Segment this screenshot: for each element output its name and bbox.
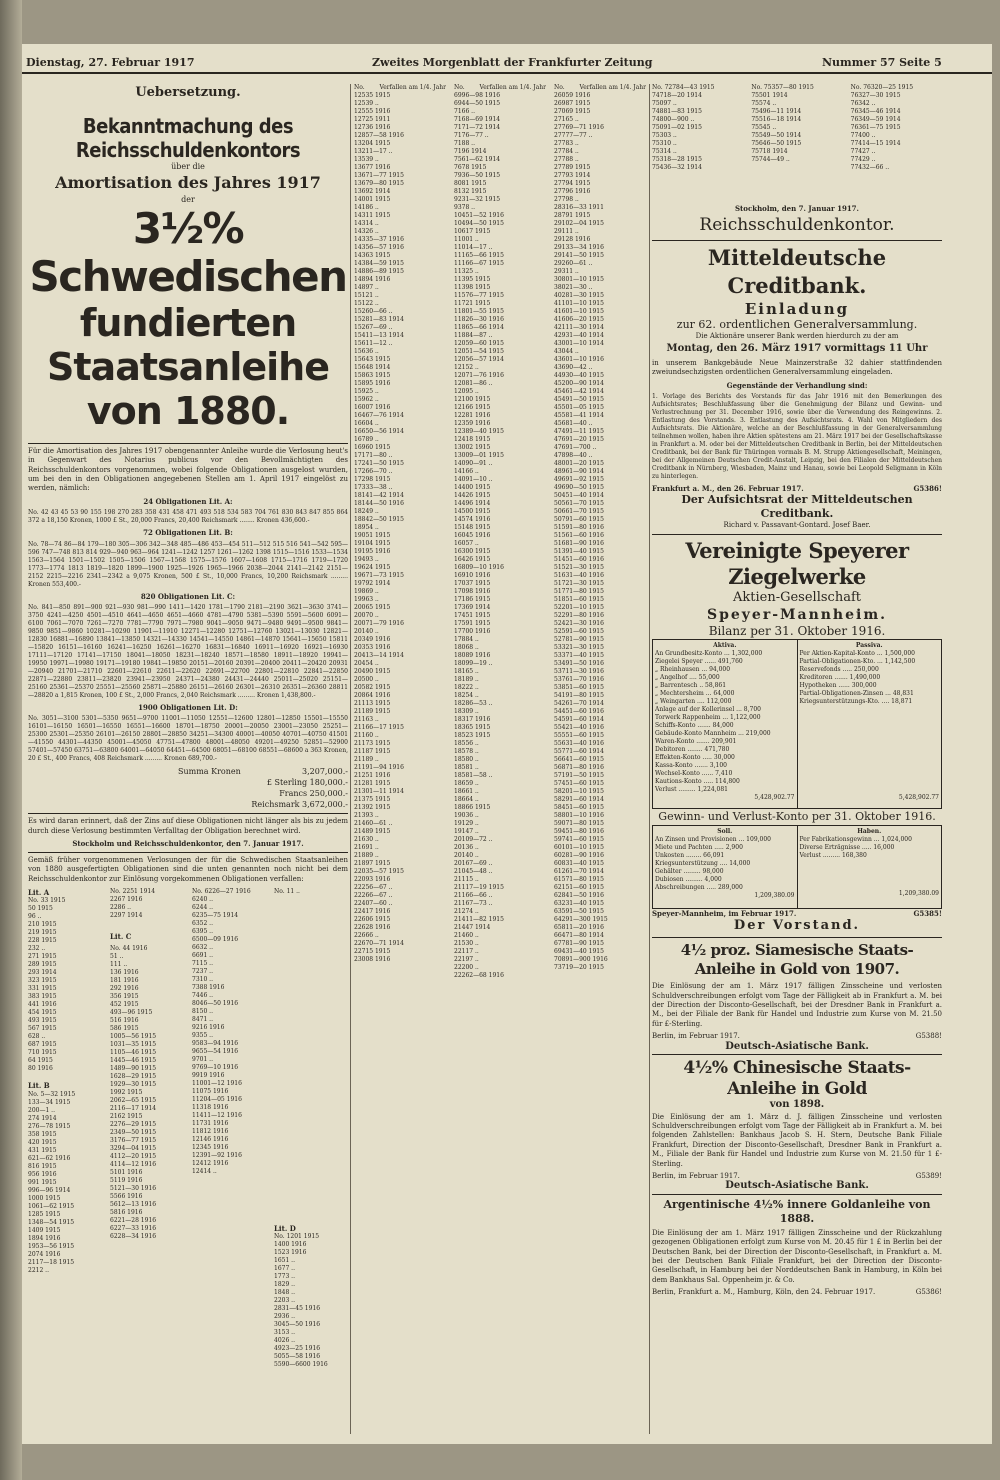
header-date: Dienstag, 27. Februar 1917: [26, 56, 195, 69]
section-heading: 820 Obligationen Lit. C:: [140, 591, 236, 601]
vz-sign-row: Speyer-Mannheim, im Februar 1917. G5385!: [652, 908, 942, 918]
lit-heading: Lit. D: [274, 1223, 296, 1233]
mdcb-place-date: Frankfurt a. M., den 26. Februar 1917.: [652, 484, 804, 494]
mdcb-date: Montag, den 26. März 1917 vormittags 11 Uhr: [666, 342, 928, 354]
header-title: Zweites Morgenblatt der Frankfurter Zeitung: [372, 56, 653, 69]
column-swedish-loan: [28, 84, 348, 1434]
number-list: No. 841—850 891—900 921—930 981—990 1411—1420 1781—1790 2181—2190 3621—3630 3741—3750 4241—4250 4501—4510 4641—4650 4651—4660 4781—4790 5381—5390 5591—5600 6091—6100 7061—7070 7261—7270 7781—7790 7971—7980 9041—9050 9471—9480 9491—9500 9841—9850 9851—9860 10281—10290 11901—11910 12271—12280 12751—12760 13021—13030 12821—12830 16881—16890 13841—13850 14321—14330 14541—14550 14861—14870 15641—15650 15811—15820 16151—16160 16241—16250 16261—16270 16831—16840 16911—16920 16921—16930 17111—17120 17141—17150 18041—18050 18231—18240 18571—18580 18911—18920 19941—19950 19971—19980 19171—19180 19841—19850 20151—20160 20391—20400 20411—20420 20931—20940 21701—21710 22601—22610 22611—22620 22691—22700 22801—22810 22841—22850 22871—22880 23811—23820 23941—23950 24371—24380 24431—24440 25011—25020 25151—25160 25361—25370 25551—25560 25871—25880 26151—26160 26301—26310 26351—26360 28811—28820 a 1,815 Kronen, 100 £ St., 2,000 Francs, 2,040 Reichsmark ......... Kronen 1,438,800.-: [28, 604, 348, 700]
column-draw-numbers: [354, 84, 646, 1434]
number-list: No. 42 43 45 53 90 155 198 270 283 358 431 458 471 493 518 534 583 704 761 830 843 847 855 864 372 a 18,150 Kronen, 1000 £ St., 20,000 Francs, 20,400 Reichsmark ........ Kronen 436,600.-: [28, 509, 348, 525]
number-list: No. 78—74 86—84 179—180 305—306 342—348 485—486 453—454 511—512 515 516 541—542 595—596 747—748 813 814 929—940 963—964 1241—1242 1257 1261—1262 1398 1515—1516 1533—1534 1563—1564 1501—1502 1505—1506 1567—1568 1575—1576 1607—1608 1715—1716 1719—1720 1773—1774 1813 1819—1820 1899—1900 1925—1926 1965—1966 2038—2044 2141—2142 2151—2152 2215—2216 2341—2342 a 9,075 Kronen, 500 £ St., 10,000 Francs, 10,200 Reichsmark ......... Kronen 553,400.-: [28, 540, 348, 588]
mdcb-gv: zur 62. ordentlichen Generalversammlung.: [676, 318, 918, 332]
section-heading: 72 Obligationen Lit. B:: [143, 528, 233, 538]
siam-text: Die Einlösung der am 1. März 1917 fälligen Zinsscheine und verlosten Schuldverschreibungen erfolgt vom Tage der Fälligkeit ab in Frankfurt a. M. bei der Direction der Disconto-Gesellschaft, bei der Dresdner Bank in Frankfurt a. M., bei der Filiale der Bank für Handel und Industrie zum Kurse von M. 21.50 für £-Sterling.: [652, 982, 942, 1028]
loan-title-rate: 3½% Schwedischen: [29, 203, 347, 301]
summary-block: [178, 766, 348, 810]
siam-place-date: Berlin, im Februar 1917.: [652, 1032, 740, 1041]
aktiva-heading: Aktiva.: [713, 641, 737, 649]
vz-subtitle: Aktien-Gesellschaft: [733, 589, 861, 605]
notice-sub: der: [181, 195, 195, 205]
passiva-heading: Passiva.: [855, 641, 883, 649]
summa-sterling: £ Sterling 180,000.-: [266, 778, 348, 788]
column-rule: [649, 84, 650, 1434]
binding-gutter: [0, 0, 22, 1480]
lit-heading: Lit. B: [28, 1081, 50, 1091]
summa-reichsmark: Reichsmark 3,672,000.-: [251, 800, 348, 810]
siam-sign-row: Berlin, im Februar 1917. G5388!: [652, 1032, 942, 1041]
draw-number-grid: No. 72784—43 1915 74718—20 1914 75097 .. 74881—83 1915 74800—900 .. 75091—02 1915 75303 .. 75310 .. 75314 .. 75318—28 1915 75436—32 1914 No. 75357—80 1915 75501 1914 75574 .. 75496—11 1914 75516—18 1914 75545 .. 75549—50 1914 75646—50 1915 75718 1914 75744—49 .. No. 76320—25 1915 76327—30 1915 76342 .. 76345—46 1914 76349—59 1914 76361—75 1915 77400 .. 77414—15 1914 77427 .. 77429 .. 77432—66 ..: [652, 84, 914, 171]
newspaper-page: [22, 44, 992, 1444]
prior-draws-paragraph: Gemäß früher vorgenommenen Verlosungen der für die Schwedischen Staatsanleihen von 1880 ausgefertigten Obligationen sind die unten genannten noch nicht bei dem Reichsschuldenkontor zur Einlösung vorgekommenen Obligationen verfallen:: [28, 855, 348, 883]
vz-bilanz-heading: Bilanz per 31. Oktober 1916.: [708, 623, 886, 638]
aktiva-total: 5,428,902.77: [754, 793, 795, 801]
column-notices: [652, 84, 942, 1434]
summa-kronen: 3,207,000.-: [302, 767, 348, 777]
section-total: 553,400.-: [52, 580, 81, 588]
haben-heading: Haben.: [857, 827, 882, 835]
loan-title-type: fundierten Staatsanleihe: [47, 300, 329, 389]
mdcb-sign-row: Frankfurt a. M., den 26. Februar 1917. G5386!: [652, 484, 942, 494]
draw-number-grid: No. Verfallen am 1/4. Jahr 12535 1915 12539 .. 12555 1916 12725 1911 12736 1916 12857—58 1916 13204 1915 13211—17 .. 13539 .. 13677 1916 13671—77 1915 13679—80 1915 13692 1914 14001 1915 14186 .. 14311 1915 14314 .. 14326 .. 14335—37 1916 14356—57 1916 14363 1915 14384—59 1915 14886—89 1915 14894 1916 14897 .. 15121 .. 15122 .. 15260—66 .. 15281—83 1914 15267—69 .. 15411—13 1914 15611—12 .. 15636 .. 15643 1915 15648 1914 15863 1915 15895 1916 15925 .. 15962 .. 16007 1916 16467—76 1914 16604 .. 16650—56 1914 16789 .. 16960 1915 17171—80 .. 17241—50 1915 17266—70 .. 17298 1915 17333—38 .. 18141—42 1914 18144—50 1916 18249 .. 18842—50 1915 18954 .. 19051 1915 19104 1915 19195 1916 19493 .. 19624 1915 19671—73 1915 19792 1914 19869 .. 19963 .. 20065 1915 20070 .. 20071—79 1916 20140 .. 20349 1916 20353 1916 20413—14 1914 20454 .. 20490 1915 20500 .. 20582 1915 20864 1916 21113 1915 21189 1915 21163 .. 21166—17 1915 21160 .. 21173 1915 21187 1915 21189 .. 21191—94 1916 21251 1916 21281 1915 21301—11 1914 21375 1915 21392 1915 21393 .. 21460—61 .. 21489 1915 21630 .. 21691 .. 21889 .. 21897 1915 22035—57 1915 22093 1916 22256—67 .. 22266—67 .. 22407—60 .. 22417 1916 22606 1915 22628 1916 22666 .. 22670—71 1914 22715 1915 23008 1916 No. Verfallen am 1/4. Jahr 6996—98 1916 6944—50 1915 7166 .. 7168—69 1914 7171—72 1914 7176—77 .. 7188 .. 7196 1914 7561—62 1914 7678 1915 7936—50 1915 8081 1915 8132 1915 9231—32 1915 9378 .. 10451—52 1916 10494—50 1915 10617 1915 11001 .. 11014—17 .. 11165—66 1915 11166—67 1915 11325 .. 11395 1915 11398 1915 11576—77 1915 11721 1915 11801—55 1915 11826—30 1916 11865—66 1914 11884—87 .. 12059—60 1915 12051—54 1915 12056—57 1914 12152 .. 12071—76 1916 12081—86 .. 12095 .. 12100 1915 12166 1915 12281 1916 12359 1916 12389—40 1915 12418 1915 13002 1915 13009—01 1915 14090—91 .. 14166 .. 14091—10 .. 14400 1915 14426 1915 14496 1914 14500 1915 14574 1916 15148 1915 16045 1916 16057 .. 16300 1915 16426 1915 16809—10 1916 16910 1916 17037 1915 17098 1916 17186 1915 17369 1914 17451 1915 17591 1915 17700 1916 17884 .. 18068 .. 18089 1916 18099—19 .. 18165 .. 18189 .. 18222 .. 18254 .. 18286—53 .. 18309 .. 18317 1916 18365 1915 18523 1915 18556 .. 18578 .. 18580 .. 18581 .. 18581—58 .. 18659 .. 18661 .. 18664 .. 18866 1915 19036 .. 19129 .. 19147 .. 20109—72 .. 20136 .. 20140 .. 20167—69 .. 21045—48 .. 21115 .. 21117—19 1915 21166—66 .. 21167—73 .. 21274 .. 21411—82 1915 21447 1914 21460 .. 21530 .. 22117 .. 22197 .. 22200 .. 22262—68 1916 No. Verfallen am 1/4. Jahr 26059 1916 26987 1915 27069 1915 27165 .. 27769—71 1916 27777—77 .. 27783 .. 27784 .. 27788 .. 27789 1915 27793 1914 27794 1915 27796 1916 27798 .. 28316—33 1911 28791 1915 29102—04 1915 29111 .. 29128 1916 29133—34 1916 29141—50 1915 29260—61 .. 29311 .. 30801—10 1915 38021—30 .. 40281—30 1915 41101—10 1915 41601—10 1915 41606—20 1915 42111—30 1914 42931—40 1914 43001—10 1914 43044 .. 43601—10 1916 43690—42 .. 44930—40 1915 45200—90 1914 45461—42 1914 45491—50 1915 45501—05 1915 45581—41 1914 45681—40 .. 47491—11 1915 47691—20 1915 47691—700 .. 47898—40 .. 48001—20 1915 48961—90 1914 49691—92 1915 49690—50 1915 50451—40 1914 50561—70 1915 50661—70 1915 50791—60 1915 51591—80 1916 51561—60 1916 51681—90 1916 51391—40 1915 51451—60 1916 51521—30 1915 51631—40 1916 51721—30 1915 51771—80 1915 51851—60 1915 52201—10 1915 52291—80 1916 52421—30 1916 52591—60 1915 52781—90 1915 53321—30 1915 53371—40 1915 53491—50 1916 53711—30 1916 53761—70 1916 53851—60 1915 54191—80 1915 54261—70 1914 54451—60 1916 54591—60 1914 55421—40 1916 55551—60 1915 55631—40 1916 55771—60 1914 56641—60 1915 56871—80 1916 57191—50 1915 57451—60 1915 58201—10 1915 58291—60 1914 58451—60 1915 58801—10 1916 59071—80 1915 59451—80 1916 59741—60 1915 60101—10 1915 60281—90 1916 60831—40 1915 61261—70 1914 61571—80 1915 62151—60 1915 62841—50 1916 63231—40 1915 63591—50 1915 64291—300 1915 65811—20 1916 66471—80 1914 67781—90 1915 69431—40 1915 70891—900 1916 73719—20 1915: [354, 84, 646, 979]
intro-paragraph: Für die Amortisation des Jahres 1917 obengenannter Anleihe wurde die Verlosung heut's in Gegenwart des Notarius publicus vor den Bevollmächtigten des Reichsschuldenkontors vorgenommen, wobei folgende Obligationen ausgelost wurden, um bei den in den Obligationen angegebenen Stellen am 1. April 1917 eingelöst zu werden, nämlich:: [28, 446, 348, 493]
header-page-number: Nummer 57 Seite 5: [822, 56, 942, 69]
section-total: 689,700.-: [188, 755, 217, 763]
china-year: von 1898.: [769, 1099, 825, 1111]
passiva-total: 5,428,902.77: [898, 793, 939, 801]
china-text: Die Einlösung der am 1. März d. J. fälligen Zinsscheine und verlosten Schuldverschreibungen erfolgt vom Tage der Fälligkeit ab in Frankfurt a. M. bei folgenden Zahlstellen: Bankhaus Jacob S. H. Stern, Deutsche Bank Filiale Frankfurt, Direction der Disconto-Gesellschaft, Dresdner Bank in Frankfurt a. M., Filiale der Bank für Handel und Industrie zum Kurse von M. 21.50 für 1 £-Sterling.: [652, 1112, 942, 1168]
haben-total: 1,209,380.09: [898, 889, 939, 897]
argentina-place-date: Berlin, Frankfurt a. M., Hamburg, Köln, den 24. Februar 1917.: [652, 1288, 876, 1297]
siam-title: 4½ proz. Siamesische Staats-Anleihe in Gold von 1907.: [680, 941, 914, 979]
vz-board: Der Vorstand.: [733, 918, 861, 934]
china-bank: Deutsch-Asiatische Bank.: [725, 1180, 869, 1192]
vz-guv-heading: Gewinn- und Verlust-Konto per 31. Oktober 1916.: [658, 809, 936, 823]
china-sign-row: Berlin, im Februar 1917. G5389!: [652, 1171, 942, 1180]
mdcb-agenda: 1. Vorlage des Berichts des Vorstands für das Jahr 1916 mit den Bemerkungen des Aufsichtsrates; Beschlußfassung über die Genehmigung der Bilanz und Gewinn- und Verlustrechnung per 31. December 1916, sowie über die Verwendung des Reingewinns. 2. Entlastung des Vorstands. 3. Entlastung des Aufsichtsrats. 4. Wahl von Mitgliedern des Aufsichtsrats. Die Aktionäre, welche an der Beschlußfassung in der Generalversammlung teilnehmen wollen, haben ihre Aktien spätestens am 21. März 1917 bei der Gesellschaftskasse in Frankfurt a. M. oder bei der Mitteldeutschen Creditbank in Berlin, bei der Mitteldeutschen Creditbank, bei der Bank für Thüringen vormals B. M. Strupp Aktiengesellschaft, Meiningen, bei der Allgemeinen Deutschen Credit-Anstalt, Leipzig, bei den Filialen der Mitteldeutschen Creditbank in Nürnberg, Wiesbaden, Mainz und Hanau, sowie bei Leopold Seligmann in Köln zu hinterlegen.: [652, 393, 942, 481]
vz-place-date: Speyer-Mannheim, im Februar 1917.: [652, 908, 797, 918]
signature-line: Stockholm und Reichsschuldenkontor, den 7. Januar 1917.: [72, 839, 304, 849]
section-heading: 24 Obligationen Lit. A:: [143, 496, 233, 506]
argentina-text: Die Einlösung der am 1. März 1917 fälligen Zinsscheine und der Rückzahlung gezogenen Obligationen erfolgt zum Kurse von M. 20.45 für 1 £ in Berlin bei der Deutschen Bank, bei der Direction der Disconto-Gesellschaft, in Frankfurt a. M. bei der Deutschen Bank Filiale Frankfurt, bei der Direction der Disconto-Gesellschaft, in Hamburg bei der Norddeutschen Bank in Hamburg, in Köln bei dem Bankhaus Sal. Oppenheim jr. & Co.: [652, 1228, 942, 1284]
translation-label: Uebersetzung.: [135, 85, 241, 100]
section-heading: 1900 Obligationen Lit. D:: [138, 703, 238, 713]
lit-heading: Lit. C: [110, 931, 132, 941]
argentina-title: Argentinische 4½% innere Goldanleihe von 1888.: [663, 1197, 931, 1225]
no-label: No.: [454, 84, 465, 91]
due-label: Verfallen am 1/4. Jahr: [379, 84, 446, 91]
no-label: No.: [554, 84, 565, 91]
vz-profit-loss: Soll. An Zinsen und Provisionen ... 109,000 Miete und Pachten ..... 2,900 Unkosten ........ 66,091 Kriegsunterstützung .... 14,000 Gehälter ......... 98,000 Dubiosen ......... 4,000 Abschreibungen ..... 289,000 1,209,380.09 Haben. Per Fabrikationsgewinn ... 1,024,000 Diverse Erträgnisse ..... 16,000 Verlust ......... 168,380 1,209,380.09: [652, 825, 942, 909]
due-label: Verfallen am 1/4. Jahr: [479, 84, 546, 91]
soll-total: 1,209,380.09: [754, 891, 795, 899]
china-title: 4½% Chinesische Staats-Anleihe in Gold: [683, 1058, 911, 1100]
summa-label: Summa Kronen: [178, 767, 241, 777]
section-total: 1,438,800.-: [281, 692, 316, 700]
amortisation-title: Amortisation des Jahres 1917: [55, 173, 321, 193]
siam-bank: Deutsch-Asiatische Bank.: [725, 1040, 869, 1052]
reichsschuldenkontor-heading: Reichsschuldenkontor.: [699, 215, 895, 236]
mdcb-invitation: Einladung: [744, 300, 850, 319]
vz-balance-sheet: Aktiva. An Grundbesitz-Konto ... 1,302,000 Ziegelei Speyer ...... 491,760 „ Rheinhausen ... 94,000 „ Angelhof .... 55,000 „ Barrentesch .. 58,861 „ Mechtersheim ... 64,000 „ Weingarten .... 112,000 Anlage auf der Kollerinsel ... 8,700 Torwerk Rappenheim ... 1,122,000 Schiffs-Konto ....... 84,000 Gebäude-Konto Mannheim ... 219,000 Waren-Konto ....... 209,901 Debitoren ........ 471,780 Effekten-Konto ..... 30,000 Kassa-Konto ....... 3,100 Wechsel-Konto ...... 7,410 Kautions-Konto ..... 114,800 Verlust ......... 1,224,081 5,428,902.77 Passiva. Per Aktien-Kapital-Konto ... 1,500,000 Partial-Obligationen-Kto. ... 1,142,500 Reservefonds ..... 250,000 Kreditoren ....... 1,490,000 Hypotheken ...... 300,000 Partial-Obligationen-Zinsen ... 48,831 Kriegsunterstützungs-Kto. .... 18,871 5,428,902.77: [652, 639, 942, 809]
notice-sub: über die: [171, 162, 205, 171]
mdcb-aktionaere: Die Aktionäre unserer Bank werden hierdurch zu der am: [695, 332, 899, 341]
loan-title-year: von 1880.: [86, 388, 290, 433]
due-label: Verfallen am 1/4. Jahr: [579, 84, 646, 91]
mdcb-location: in unserem Bankgebäude Neue Mainzerstraße 32 dahier stattfindenden zweiundsechzigsten ordentlichen Generalversammlung eingeladen.: [652, 358, 942, 377]
mdcb-board: Der Aufsichtsrat der Mitteldeutschen Creditbank.: [681, 493, 913, 521]
section-total: 436,600.-: [280, 517, 310, 525]
soll-heading: Soll.: [717, 827, 733, 835]
number-list: No. 3051—3100 5301—5350 9651—9700 11001—11050 12551—12600 12801—12850 15501—15550 16101—16150 16501—16550 16551—16600 18701—18750 20001—20050 23001—23050 25251—25300 25301—25350 26101—26150 28801—28850 34251—34300 40001—40050 40701—40750 41501—41550 44301—44350 45001—45050 47751—47800 48001—48050 49201—49250 52851—52900 57401—57450 63751—63800 64001—64050 64451—64500 68051—68100 68551—68600 a 363 Kronen, 20 £ St., 400 Francs, 408 Reichsmark ......... Kronen 689,700.-: [28, 715, 348, 763]
column-rule: [350, 84, 351, 1434]
mdcb-signers: Richard v. Passavant-Gontard. Josef Baer.: [723, 521, 871, 530]
stockholm-date: Stockholm, den 7. Januar 1917.: [735, 204, 859, 213]
no-label: No.: [354, 84, 365, 91]
argentina-sign-row: Berlin, Frankfurt a. M., Hamburg, Köln, den 24. Februar 1917. G5386!: [652, 1288, 942, 1297]
lit-heading: Lit. A: [28, 887, 50, 897]
notice-heading: Bekanntmachung des Reichsschuldenkontors: [75, 114, 301, 162]
china-place-date: Berlin, im Februar 1917.: [652, 1171, 740, 1180]
summa-francs: Francs 250,000.-: [279, 789, 348, 799]
vz-city: Speyer-Mannheim.: [706, 606, 888, 623]
page-header: [22, 54, 992, 74]
unredeemed-table: Lit. A No. 33 1915 50 1915 96 .. 210 1915 219 1915 228 1915 232 .. 271 1915 289 1915 293 1914 323 1915 331 1915 383 1915 441 1916 454 1915 493 1915 567 1915 628 .. 687 1915 710 1915 64 1915 80 1916 Lit. B No. 5—32 1915 133—34 1915 200—1 .. 274 1914 276—78 1915 358 1915 420 1915 431 1915 621—62 1916 816 1915 956 1916 991 1915 996—96 1914 1000 1915 1061—62 1915 1285 1915 1348—54 1915 1409 1915 1894 1916 1953—56 1915 2074 1916 2117—18 1915 2212 .. No. 2251 1914 2267 1916 2286 .. 2297 1914 Lit. C No. 44 1916 51 .. 111 .. 136 1916 181 1916 292 1916 356 1915 452 1915 493—96 1915 516 1916 586 1915 1005—56 1915 1031—35 1915 1105—46 1915 1445—46 1915 1489—90 1915 1628—29 1915 1929—30 1915 1992 1915 2062—65 1915 2116—17 1914 2162 1915 2276—29 1915 2349—50 1915 3176—77 1915 3294—04 1915 4112—20 1915 4114—12 1916 5101 1916 5119 1916 5121—30 1916 5566 1916 5612—13 1916 5816 1916 6221—28 1916 6227—33 1916 6228—34 1916 No. 6226—27 1916 6240 .. 6244 .. 6235—75 1914 6352 .. 6395 .. 6500—09 1916 6632 .. 6691 .. 7115 .. 7237 .. 7310 .. 7388 1916 7446 .. 8046—50 1916 8150 .. 8471 .. 9216 1916 9355 .. 9583—94 1916 9655—54 1916 9701 .. 9769—10 1916 9919 1916 11001—12 1916 11075 1916 11204—05 1916 11318 1916 11411—12 1916 11731 1916 11812 1916 12146 1916 12345 1916 12391—92 1916 12412 1916 12414 .. No. 11 .. Lit. D No. 1201 1915 1400 1916 1523 1916 1651 .. 1677 .. 1773 .. 1829 .. 1848 .. 2203 .. 2831—45 1916 2936 .. 3045—50 1916 3153 .. 4026 .. 4923—25 1916 5055—58 1916 5590—6600 1916: [28, 888, 348, 1369]
vz-title: Vereinigte Speyerer Ziegelwerke: [685, 537, 909, 589]
mdcb-agenda-heading: Gegenstände der Verhandlung sind:: [726, 380, 868, 390]
mdcb-title: Mitteldeutsche Creditbank.: [707, 245, 887, 299]
reminder-paragraph: Es wird daran erinnert, daß der Zins auf diese Obligationen nicht länger als bis zu jedem durch diese Verlosung bestimmten Verfalltag der Obligation berechnet wird.: [28, 817, 348, 835]
